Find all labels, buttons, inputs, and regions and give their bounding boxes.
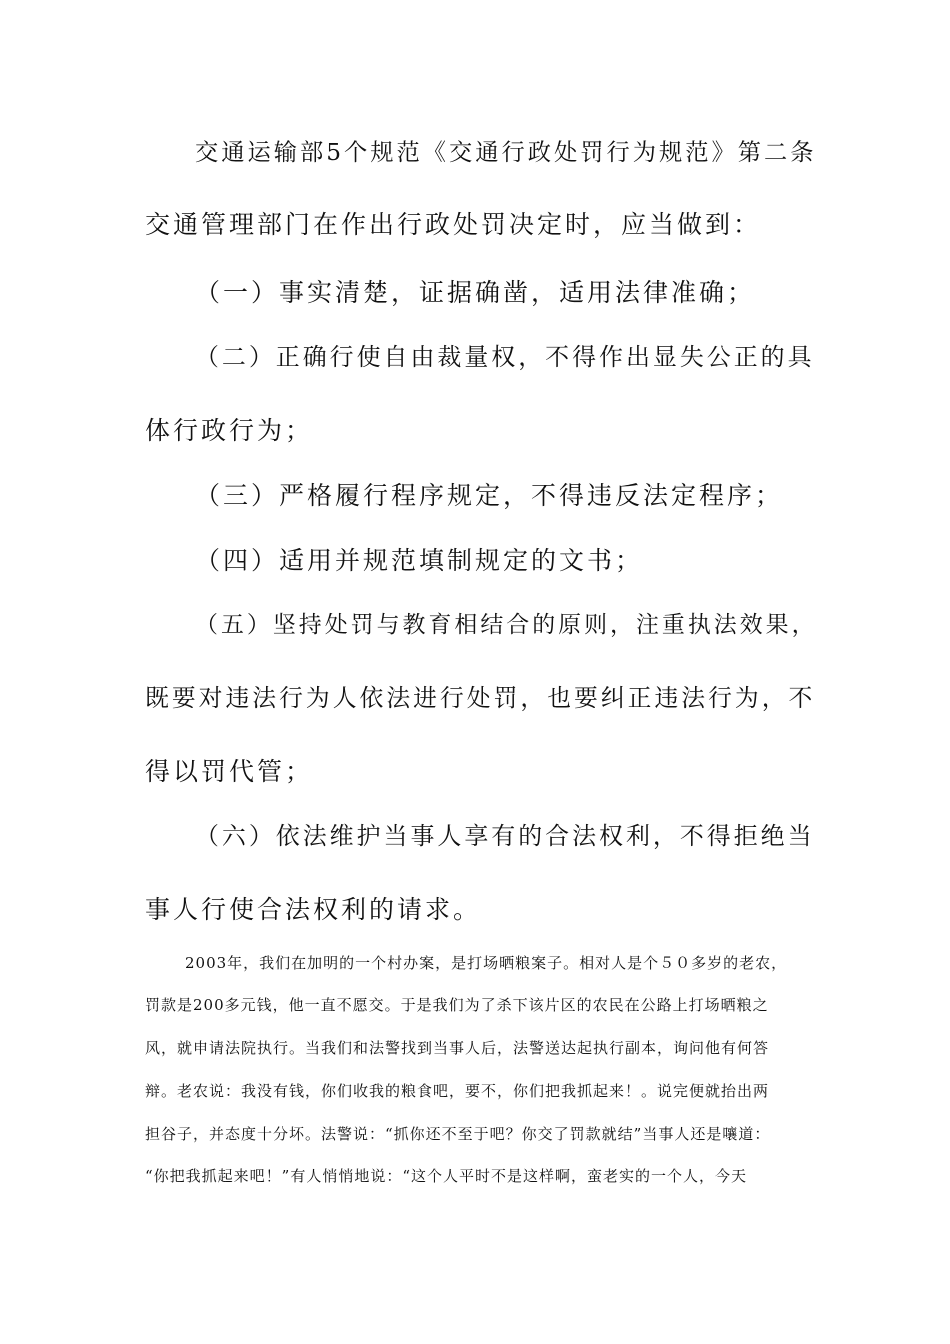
item-6-line-1: （六）依法维护当事人享有的合法权利，不得拒绝当 — [195, 822, 815, 850]
case-line: 担谷子，并态度十分坏。法警说：“抓你还不至于吧？你交了罚款就结”当事人还是嚷道： — [145, 1125, 771, 1143]
case-line: 辩。老农说：我没有钱，你们收我的粮食吧，要不，你们把我抓起来！。说完便就抬出两 — [145, 1082, 770, 1100]
item-5-line-1: （五）坚持处罚与教育相结合的原则，注重执法效果， — [195, 612, 818, 638]
title-line-2: 交通管理部门在作出行政处罚决定时，应当做到： — [145, 210, 762, 239]
case-line: 风，就申请法院执行。当我们和法警找到当事人后，法警送达起执行副本，询问他有何答 — [145, 1039, 770, 1057]
item-6-line-2: 事人行使合法权利的请求。 — [145, 895, 482, 924]
item-4: （四）适用并规范填制规定的文书； — [195, 546, 644, 575]
case-line: 2003年，我们在加明的一个村办案，是打场晒粮案子。相对人是个５０多岁的老农， — [185, 954, 788, 972]
case-line: 罚款是200多元钱，他一直不愿交。于是我们为了杀下该片区的农民在公路上打场晒粮之 — [145, 996, 769, 1014]
case-line: “你把我抓起来吧！”有人悄悄地说：“这个人平时不是这样啊，蛮老实的一个人，今天 — [145, 1167, 748, 1185]
item-2-line-2: 体行政行为； — [145, 416, 314, 445]
item-2-line-1: （二）正确行使自由裁量权，不得作出显失公正的具 — [195, 343, 815, 371]
title-line-1: 交通运输部5个规范《交通行政处罚行为规范》第二条 — [195, 139, 817, 166]
item-5-line-2: 既要对违法行为人依法进行处罚，也要纠正违法行为，不 — [145, 684, 816, 712]
item-3: （三）严格履行程序规定，不得违反法定程序； — [195, 481, 784, 510]
item-5-line-3: 得以罚代管； — [145, 757, 314, 786]
item-1: （一）事实清楚，证据确凿，适用法律准确； — [195, 278, 756, 307]
